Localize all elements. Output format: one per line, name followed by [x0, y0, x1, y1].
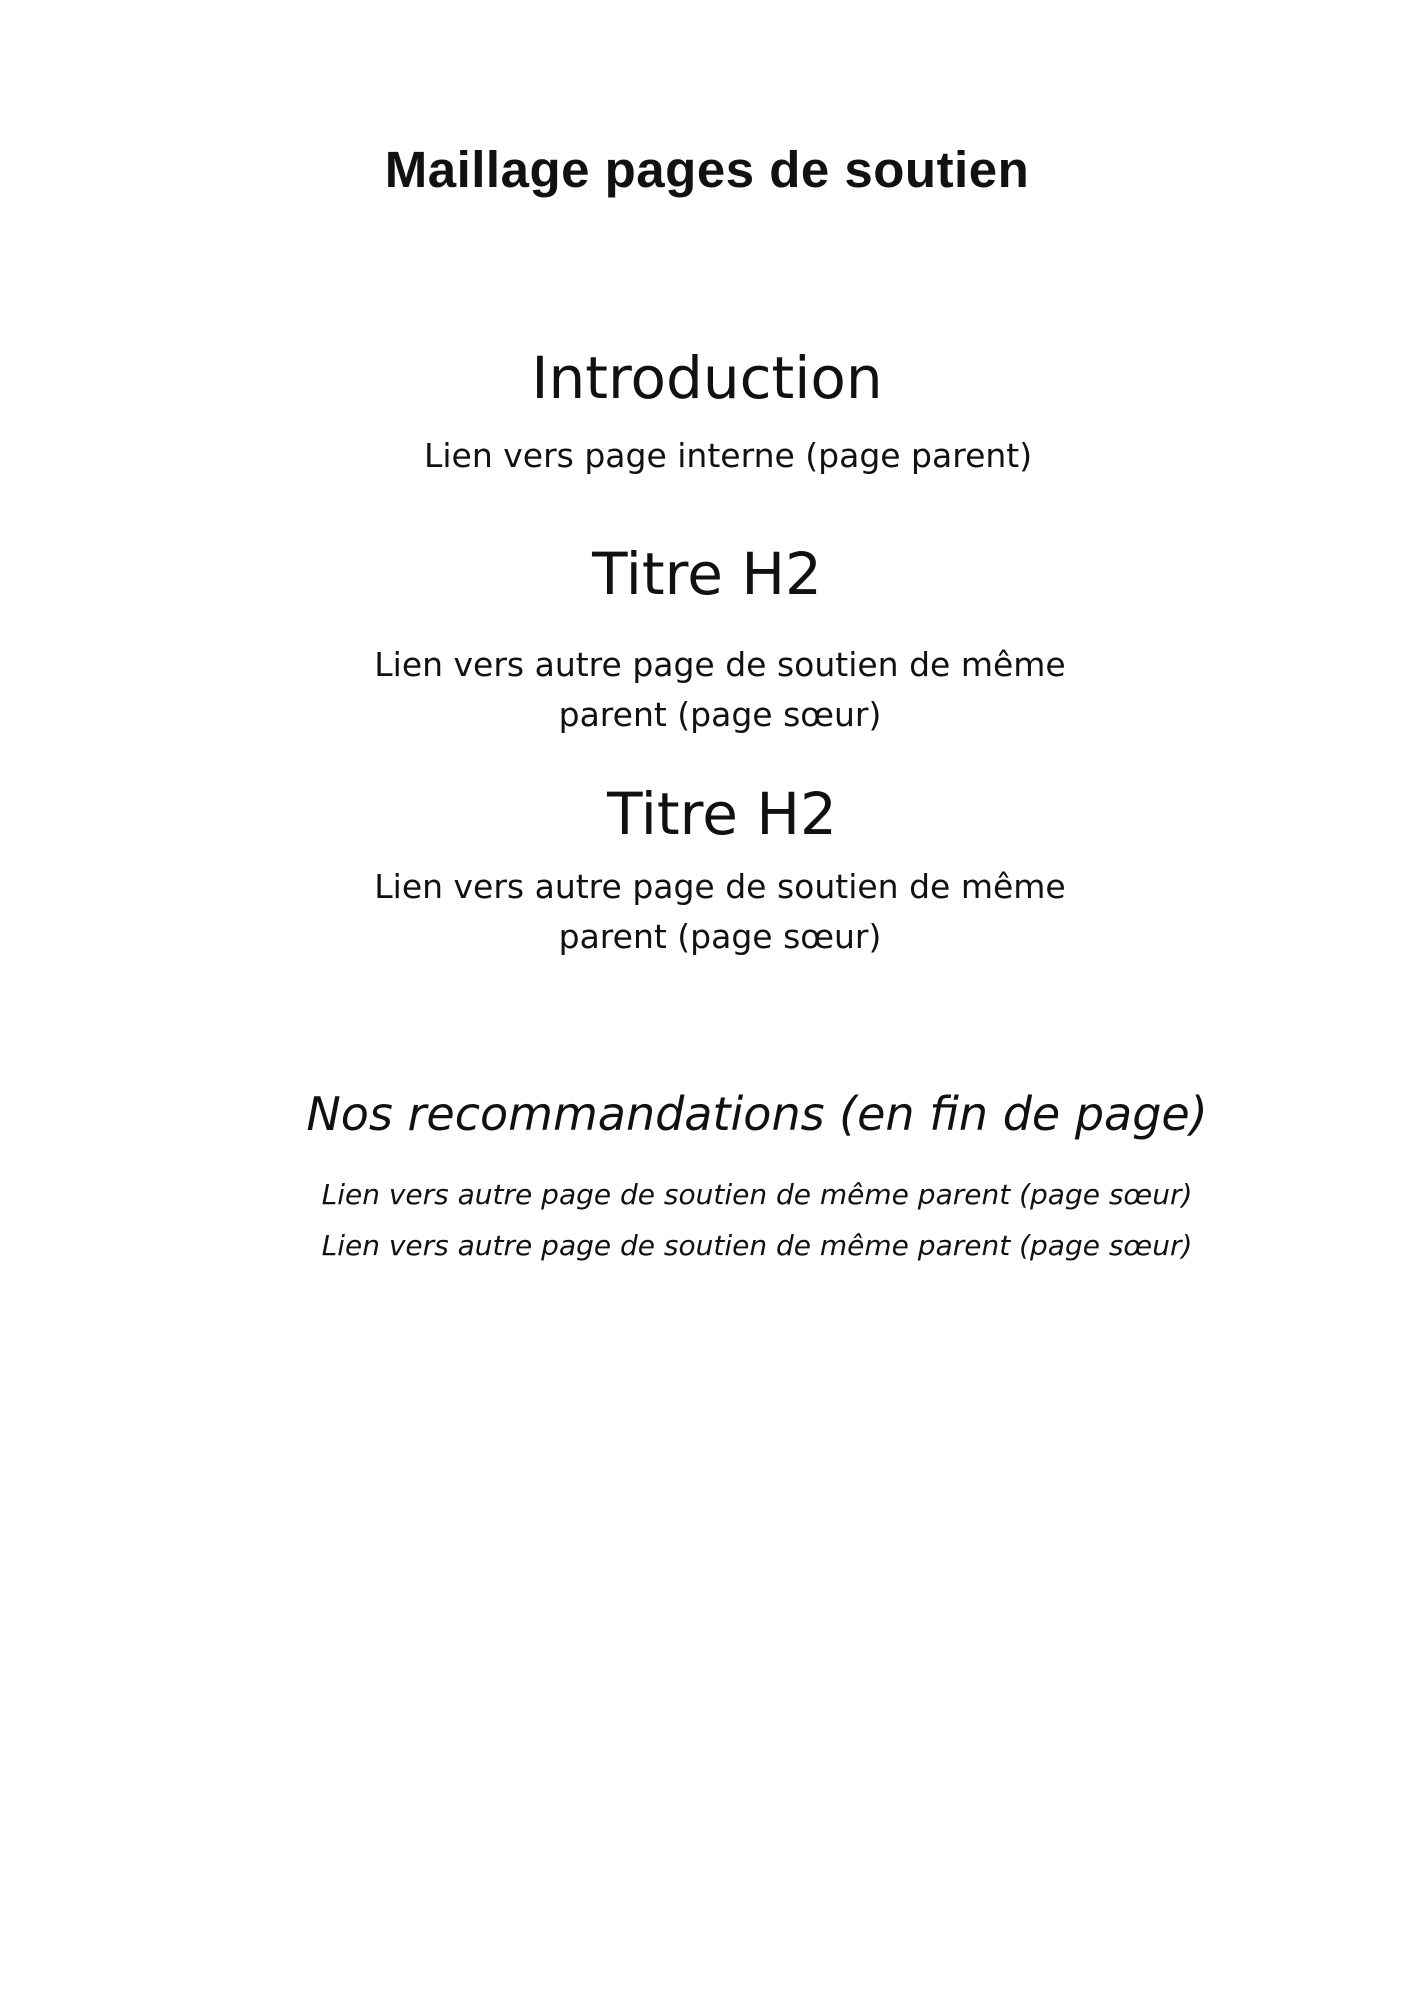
- sister-page-link-2[interactable]: Lien vers autre page de soutien de même parent (page sœur): [374, 867, 1066, 956]
- parent-page-link[interactable]: Lien vers page interne (page parent): [424, 436, 1033, 475]
- recommendation-link-2[interactable]: Lien vers autre page de soutien de même parent (page sœur): [321, 1229, 1193, 1262]
- sister-page-link-1[interactable]: Lien vers autre page de soutien de même parent (page sœur): [374, 645, 1066, 734]
- page-title: Maillage pages de soutien: [384, 141, 1030, 198]
- introduction-heading: Introduction: [531, 344, 883, 412]
- recommendation-link-1[interactable]: Lien vers autre page de soutien de même parent (page sœur): [321, 1178, 1193, 1211]
- section-heading-2: Titre H2: [607, 780, 837, 848]
- section-heading-1: Titre H2: [592, 540, 822, 608]
- recommendations-heading: Nos recommandations (en fin de page): [306, 1087, 1208, 1141]
